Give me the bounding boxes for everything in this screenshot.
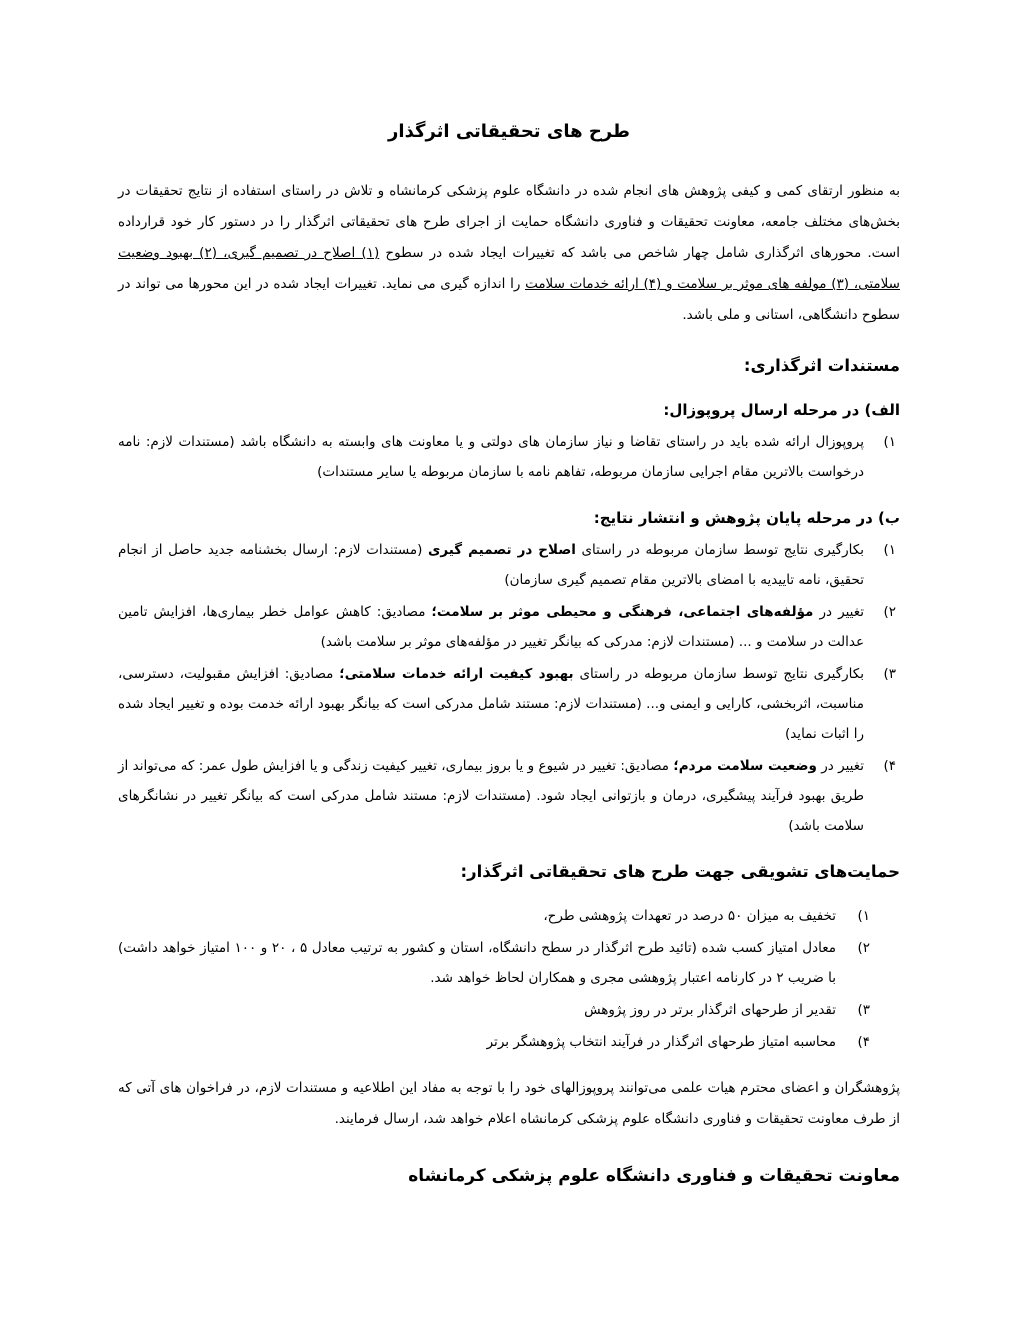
list-text: مصادیق: کاهش عوامل خطر بیماری‌ها، افزایش تامین عدالت در سلامت و ... (مستندات لازم: مدرکی که بیانگر تغییر در مؤلفه‌های موثر بر سلامت باشد): [118, 604, 864, 650]
list-text: تغییر در: [816, 758, 864, 774]
incentives-heading: حمایت‌های تشویقی جهت طرح های تحقیقاتی اثرگذار:: [460, 862, 900, 881]
documents-heading: مستندات اثرگذاری:: [743, 356, 900, 375]
list-text: مصادیق: افزایش مقبولیت، دسترسی، مناسبت، اثربخشی، کارایی و ایمنی و... (مستندات لازم: مستند شامل مدرکی است که بیانگر بهبود ارائه خدمت بوده و تغییر ایجاد شده را اثبات نماید): [118, 666, 864, 742]
list-bold-text: بهبود کیفیت ارائه خدمات سلامتی؛: [339, 666, 574, 682]
list-item: [118, 901, 900, 931]
stage-a-heading: الف) در مرحله ارسال پروپوزال:: [663, 401, 900, 419]
list-text: محاسبه امتیاز طرحهای اثرگذار در فرآیند انتخاب پژوهشگر برتر: [486, 1034, 836, 1050]
list-number: ۲): [857, 940, 870, 956]
list-number: ۱): [883, 434, 896, 450]
list-text: (مستندات لازم: ارسال بخشنامه جدید حاصل از انجام تحقیق، نامه تاییدیه با امضای بالاترین مقام تصمیم گیری سازمان): [118, 542, 864, 588]
list-text: بکارگیری نتایج توسط سازمان مربوطه در راستای: [575, 542, 865, 558]
list-number: ۴): [857, 1034, 870, 1050]
intro-underlined-axes: (۱) اصلاح در تصمیم گیری، (۲) بهبود وضعیت سلامتی، (۳) مولفه های موثر بر سلامت و (۴) ارائه خدمات سلامت: [118, 245, 900, 292]
document-page: [118, 118, 900, 1191]
list-number: ۳): [857, 1002, 870, 1018]
list-number: ۴): [883, 758, 896, 774]
list-bold-text: اصلاح در تصمیم گیری: [427, 542, 576, 558]
list-item: [118, 597, 900, 657]
closing-paragraph: پژوهشگران و اعضای محترم هیات علمی می‌توانند پروپوزالهای خود را با توجه به مفاد این اطلاعیه و مستندات لازم، در فراخوان های آتی که از طرف معاونت تحقیقات و فناوری دانشگاه علوم پزشکی کرمانشاه اعلام خواهد شد، ارسال فرمایند.: [118, 1080, 900, 1127]
list-number: ۱): [857, 908, 870, 924]
intro-text-end: را اندازه گیری می نماید. تغییرات ایجاد شده در این محورها می تواند در سطوح دانشگاهی، استانی و ملی باشد.: [118, 276, 900, 323]
list-item: [118, 1027, 900, 1057]
list-text: مصادیق: تغییر در شیوع و یا بروز بیماری، تغییر کیفیت زندگی و یا افزایش طول عمر: که می‌تواند از طریق بهبود فرآیند پیشگیری، درمان و بازتوانی ایجاد شود. (مستندات لازم: مستند شامل مدرکی است که بیانگر تغییر در نشانگرهای سلامت باشد): [118, 758, 864, 834]
list-text: تغییر در: [813, 604, 864, 620]
list-item: [118, 751, 900, 841]
page-title: طرح های تحقیقاتی اثرگذار: [388, 121, 630, 142]
intro-text: به منظور ارتقای کمی و کیفی پژوهش های انجام شده در دانشگاه علوم پزشکی کرمانشاه و تلاش در راستای استفاده از نتایج تحقیقات در بخش‌های مختلف جامعه، معاونت تحقیقات و فناوری دانشگاه حمایت از اجرای طرح های تحقیقاتی اثرگذار را در دستور کار خود قرارداده است. محورهای اثرگذاری شامل چهار شاخص می باشد که تغییرات ایجاد شده در سطوح: [118, 183, 900, 261]
list-item: [118, 427, 900, 487]
signature-office: معاونت تحقیقات و فناوری دانشگاه علوم پزشکی کرمانشاه: [408, 1166, 900, 1186]
intro-paragraph: [118, 176, 900, 331]
list-item: [118, 995, 900, 1025]
stage-b-list: [118, 535, 900, 841]
incentives-list: [118, 901, 900, 1057]
stage-a-list: [118, 427, 900, 487]
stage-b-heading: ب) در مرحله پایان پژوهش و انتشار نتایج:: [593, 509, 900, 527]
list-text: بکارگیری نتایج توسط سازمان مربوطه در راستای: [573, 666, 865, 682]
list-number: ۱): [883, 542, 896, 558]
list-text: تقدیر از طرحهای اثرگذار برتر در روز پژوهش: [584, 1002, 836, 1018]
list-text: تخفیف به میزان ۵۰ درصد در تعهدات پژوهشی طرح،: [543, 908, 836, 924]
list-bold-text: مؤلفه‌های اجتماعی، فرهنگی و محیطی موثر بر سلامت؛: [431, 604, 814, 620]
list-item: [118, 933, 900, 993]
list-text: پروپوزال ارائه شده باید در راستای تقاضا و نیاز سازمان های دولتی و یا معاونت های وابسته به دانشگاه باشد (مستندات لازم: نامه درخواست بالاترین مقام اجرایی سازمان مربوطه، تفاهم نامه با سازمان مربوطه یا سایر مستندات): [118, 434, 864, 480]
list-text: معادل امتیاز کسب شده (تائید طرح اثرگذار در سطح دانشگاه، استان و کشور به ترتیب معادل ۵ ، ۲۰ و ۱۰۰ امتیاز خواهد داشت) با ضریب ۲ در کارنامه اعتبار پژوهشی مجری و همکاران لحاظ خواهد شد.: [118, 940, 836, 986]
list-item: [118, 659, 900, 749]
list-bold-text: وضعیت سلامت مردم؛: [673, 758, 817, 774]
list-number: ۳): [883, 666, 896, 682]
list-item: [118, 535, 900, 595]
list-number: ۲): [883, 604, 896, 620]
